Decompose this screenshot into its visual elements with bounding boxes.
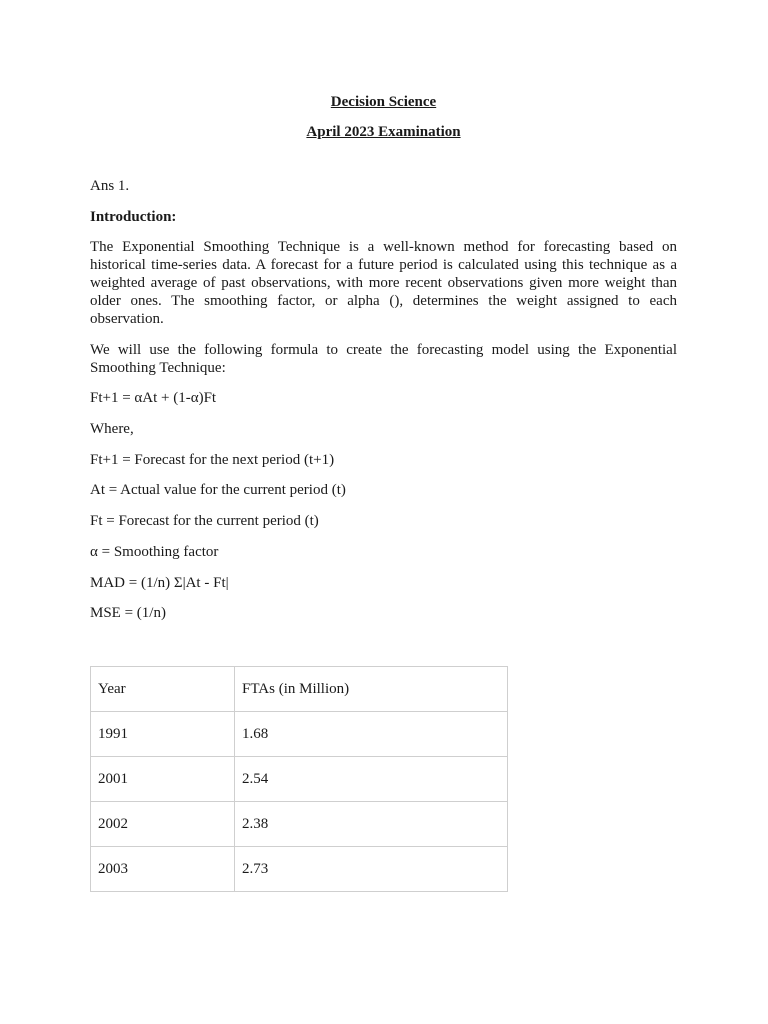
- definition-line: Ft+1 = Forecast for the next period (t+1): [90, 452, 335, 468]
- table-row: [91, 802, 508, 847]
- table-header-cell: FTAs (in Million): [235, 667, 508, 712]
- table-cell: 1991: [91, 712, 235, 757]
- table-header-row: [91, 667, 508, 712]
- table-row: [91, 847, 508, 892]
- table-row: [91, 757, 508, 802]
- table-cell: 2003: [91, 847, 235, 892]
- table-cell: 2.73: [235, 847, 508, 892]
- table-cell: 1.68: [235, 712, 508, 757]
- table-row: [91, 712, 508, 757]
- table-header-cell: Year: [91, 667, 235, 712]
- definition-line: Ft = Forecast for the current period (t): [90, 513, 319, 529]
- table-cell: 2.54: [235, 757, 508, 802]
- formula-intro-paragraph: We will use the following formula to create the forecasting model using the Exponential Smoothing Technique:: [90, 342, 677, 376]
- where-label: Where,: [90, 421, 134, 437]
- table-cell: 2.38: [235, 802, 508, 847]
- definition-line: α = Smoothing factor: [90, 544, 219, 560]
- document-title: Decision Science: [330, 94, 437, 110]
- formula: Ft+1 = αAt + (1-α)Ft: [90, 390, 217, 406]
- definition-line: At = Actual value for the current period (t): [90, 482, 346, 498]
- table-cell: 2001: [91, 757, 235, 802]
- document-subtitle: April 2023 Examination: [306, 124, 461, 140]
- definition-line: MSE = (1/n): [90, 605, 166, 621]
- table-cell: 2002: [91, 802, 235, 847]
- definition-line: MAD = (1/n) Σ|At - Ft|: [90, 575, 229, 591]
- intro-heading: Introduction:: [90, 209, 177, 225]
- fta-table: [90, 666, 508, 892]
- answer-label: Ans 1.: [90, 178, 130, 194]
- intro-paragraph: The Exponential Smoothing Technique is a well-known method for forecasting based on historical time-series data. A forecast for a future period is calculated using this technique as a weighted average of past observations, with more recent observations given more weight than older ones. The smoothing factor, or alpha (), determines the weight assigned to each observation.: [90, 239, 677, 327]
